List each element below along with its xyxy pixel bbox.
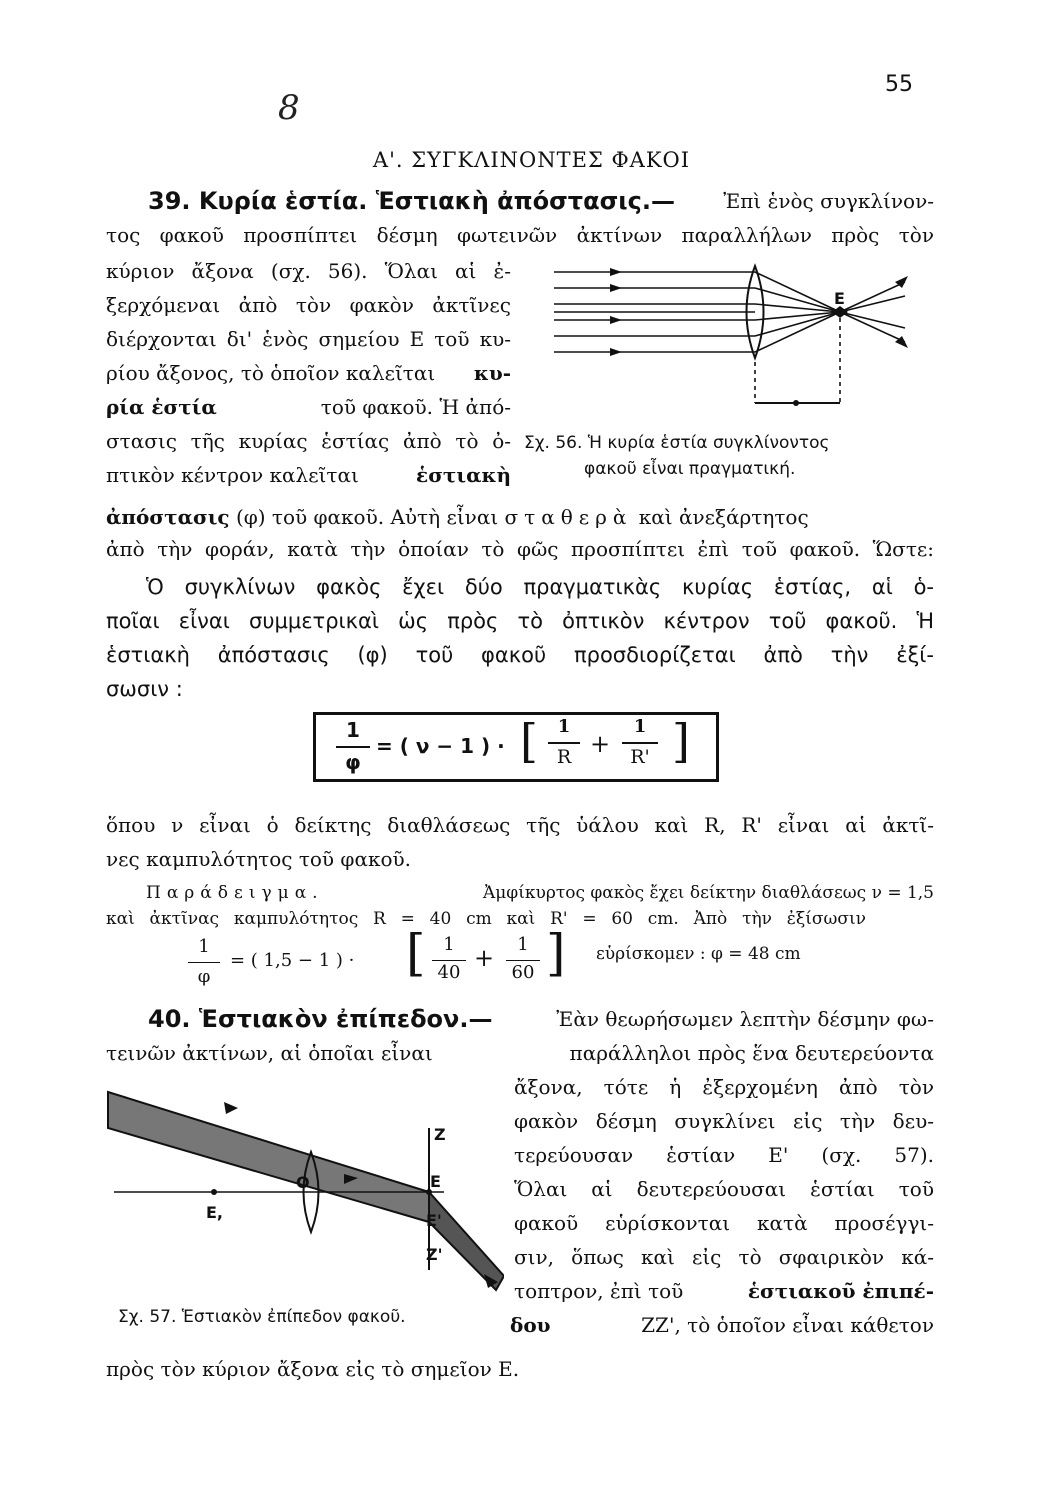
fraction-bar <box>622 742 658 744</box>
bold-term: ρία ἑστία <box>106 395 217 419</box>
section-39-heading: 39. Κυρία ἑστία. Ἑστιακὴ ἀπόστασις.— <box>148 187 675 215</box>
lens-formula-box <box>313 712 719 782</box>
formula-denominator: φ <box>345 750 361 774</box>
text-span: ρίου ἄξονος, τὸ ὁποῖον καλεῖται <box>106 361 436 385</box>
bold-term: κυ- <box>473 361 511 385</box>
text-line: τος φακοῦ προσπίπτει δέσμη φωτεινῶν ἀκτίνων παραλλήλων πρὸς τὸν <box>106 223 934 247</box>
formula-numerator: 1 <box>346 718 360 742</box>
example-value-60: 60 <box>511 962 535 983</box>
text-line: τερεύουσαν ἑστίαν Ε' (σχ. 57). <box>514 1143 934 1167</box>
text-line: κύριον ἄξονα (σχ. 56). Ὅλαι αἱ ἐ- <box>106 259 511 283</box>
label-e-prime: E' <box>426 1211 442 1230</box>
fraction-bar <box>432 960 466 961</box>
text-line <box>106 360 511 386</box>
text-span: παράλληλοι πρὸς ἕνα δευτερεύοντα <box>569 1041 934 1065</box>
fraction-bar <box>506 960 540 961</box>
example-numerator: 1 <box>443 934 455 955</box>
text-span: Ἀμφίκυρτος φακὸς ἔχει δείκτην διαθλάσεως ν = 1,5 <box>482 883 934 903</box>
example-denominator: φ <box>197 966 211 987</box>
formula-numerator: 1 <box>557 716 571 737</box>
bold-term: δου <box>510 1313 551 1337</box>
plus-sign: + <box>474 944 495 972</box>
formula-R: R <box>556 746 572 768</box>
text-line: διέρχονται δι' ἑνὸς σημείου Ε τοῦ κυ- <box>106 327 511 351</box>
focus-label: E <box>834 289 845 308</box>
text-line: φακοῦ εὑρίσκονται κατὰ προσέγγι- <box>514 1211 934 1235</box>
text-span: Ἐὰν θεωρήσωμεν λεπτὴν δέσμην φω- <box>556 1007 934 1031</box>
formula-numerator: 1 <box>633 716 647 737</box>
example-line: καὶ ἀκτῖνας καμπυλότητος R = 40 cm καὶ R' = 60 cm. Ἀπὸ τὴν ἐξίσωσιν <box>106 909 866 929</box>
example-value-40: 40 <box>437 962 461 983</box>
example-label: Παράδειγμα. <box>146 883 324 903</box>
text-line: Ὅλαι αἱ δευτερεύουσαι ἑστίαι τοῦ <box>514 1177 934 1201</box>
label-e1: E, <box>206 1203 224 1222</box>
text-span: τεινῶν ἀκτίνων, αἱ ὁποῖαι εἶναι <box>106 1041 433 1065</box>
figure-57-diagram <box>104 1080 504 1310</box>
text-span: (φ) τοῦ φακοῦ. Αὐτὴ εἶναι <box>235 505 499 529</box>
text-span: καὶ ἀνεξάρτητος <box>638 505 809 529</box>
section-39-first-line <box>148 188 934 215</box>
label-z-prime: Z' <box>426 1245 443 1264</box>
left-bracket: [ <box>520 714 538 768</box>
fraction-bar <box>548 742 580 744</box>
text-line <box>106 394 511 420</box>
text-line: πρὸς τὸν κύριον ἄξονα εἰς τὸ σημεῖον Ε. <box>106 1357 520 1381</box>
label-z: Z <box>434 1125 446 1144</box>
text-line <box>106 462 511 488</box>
handwritten-mark: 8 <box>278 88 300 128</box>
text-span: τοῦ φακοῦ. Ἡ ἀπό- <box>320 395 511 419</box>
plus-sign: + <box>590 730 611 758</box>
example-line <box>146 880 934 906</box>
text-line: Ἐπὶ ἑνὸς συγκλίνον- <box>723 189 934 213</box>
figure-56-diagram <box>540 258 920 418</box>
right-bracket: ] <box>672 714 690 768</box>
figure-56-caption: Σχ. 56. Ἡ κυρία ἑστία συγκλίνοντος <box>524 433 830 453</box>
bold-term: ἑστιακοῦ ἐπιπέ- <box>747 1279 934 1303</box>
spaced-term: σταθερὰ <box>504 505 633 529</box>
text-line: νες καμπυλότητος τοῦ φακοῦ. <box>106 847 411 871</box>
text-line: στασις τῆς κυρίας ἑστίας ἀπὸ τὸ ὀ- <box>106 429 511 453</box>
text-line <box>514 1278 934 1304</box>
label-o: O <box>296 1173 310 1192</box>
right-bracket: ] <box>546 924 566 982</box>
example-result: εὑρίσκομεν : φ = 48 cm <box>596 944 801 964</box>
bold-term: ἑστιακὴ <box>416 463 511 487</box>
chapter-title: Α'. ΣΥΓΚΛΙΝΟΝΤΕΣ ΦΑΚΟΙ <box>372 148 691 172</box>
text-span: ZZ', τὸ ὁποῖον εἶναι κάθετον <box>641 1313 934 1337</box>
rule-line: Ὁ συγκλίνων φακὸς ἔχει δύο πραγματικὰς κυρίας ἑστίας, αἱ ὁ- <box>146 575 934 599</box>
text-line: ἀπὸ τὴν φοράν, κατὰ τὴν ὁποίαν τὸ φῶς προσπίπτει ἐπὶ τοῦ φακοῦ. Ὥστε: <box>106 537 934 561</box>
text-line <box>106 504 934 530</box>
example-numerator: 1 <box>517 934 529 955</box>
text-line: ὅπου ν εἶναι ὁ δείκτης διαθλάσεως τῆς ὑάλου καὶ R, R' εἶναι αἱ ἀκτῖ- <box>106 813 934 837</box>
text-line: ἄξονα, τότε ἡ ἐξερχομένη ἀπὸ τὸν <box>514 1075 934 1099</box>
left-bracket: [ <box>406 924 426 982</box>
text-line: φακὸν δέσμη συγκλίνει εἰς τὴν δευ- <box>514 1109 934 1133</box>
text-span: τοπτρον, ἐπὶ τοῦ <box>514 1279 684 1303</box>
example-numerator: 1 <box>198 936 210 957</box>
fraction-bar <box>336 746 370 748</box>
label-e: E <box>430 1172 441 1191</box>
text-span: πτικὸν κέντρον καλεῖται <box>106 463 359 487</box>
text-line <box>510 1312 934 1338</box>
text-line: σιν, ὅπως καὶ εἰς τὸ σφαιρικὸν κά- <box>514 1245 934 1269</box>
text-line: ξερχόμεναι ἀπὸ τὸν φακὸν ἀκτῖνες <box>106 293 511 317</box>
formula-R-prime: R' <box>630 746 650 768</box>
formula-middle: = ( ν − 1 ) · <box>376 734 505 758</box>
figure-57-caption: Σχ. 57. Ἑστιακὸν ἐπίπεδον φακοῦ. <box>118 1307 406 1327</box>
section-40-heading: 40. Ἑστιακὸν ἐπίπεδον.— <box>148 1005 493 1033</box>
bold-term: ἀπόστασις <box>106 505 230 529</box>
example-middle: = ( 1,5 − 1 ) · <box>230 950 355 971</box>
fraction-bar <box>188 962 220 963</box>
rule-line: ποῖαι εἶναι συμμετρικαὶ ὡς πρὸς τὸ ὀπτικὸν κέντρον τοῦ φακοῦ. Ἡ <box>106 609 934 633</box>
figure-56-caption-2: φακοῦ εἶναι πραγματική. <box>584 459 796 479</box>
section-40-first-line <box>148 1006 934 1033</box>
rule-line: ἑστιακὴ ἀπόστασις (φ) τοῦ φακοῦ προσδιορίζεται ἀπὸ τὴν ἐξί- <box>106 643 934 667</box>
page-number: 55 <box>885 72 913 97</box>
text-line <box>106 1040 934 1066</box>
rule-line: σωσιν : <box>106 677 183 701</box>
